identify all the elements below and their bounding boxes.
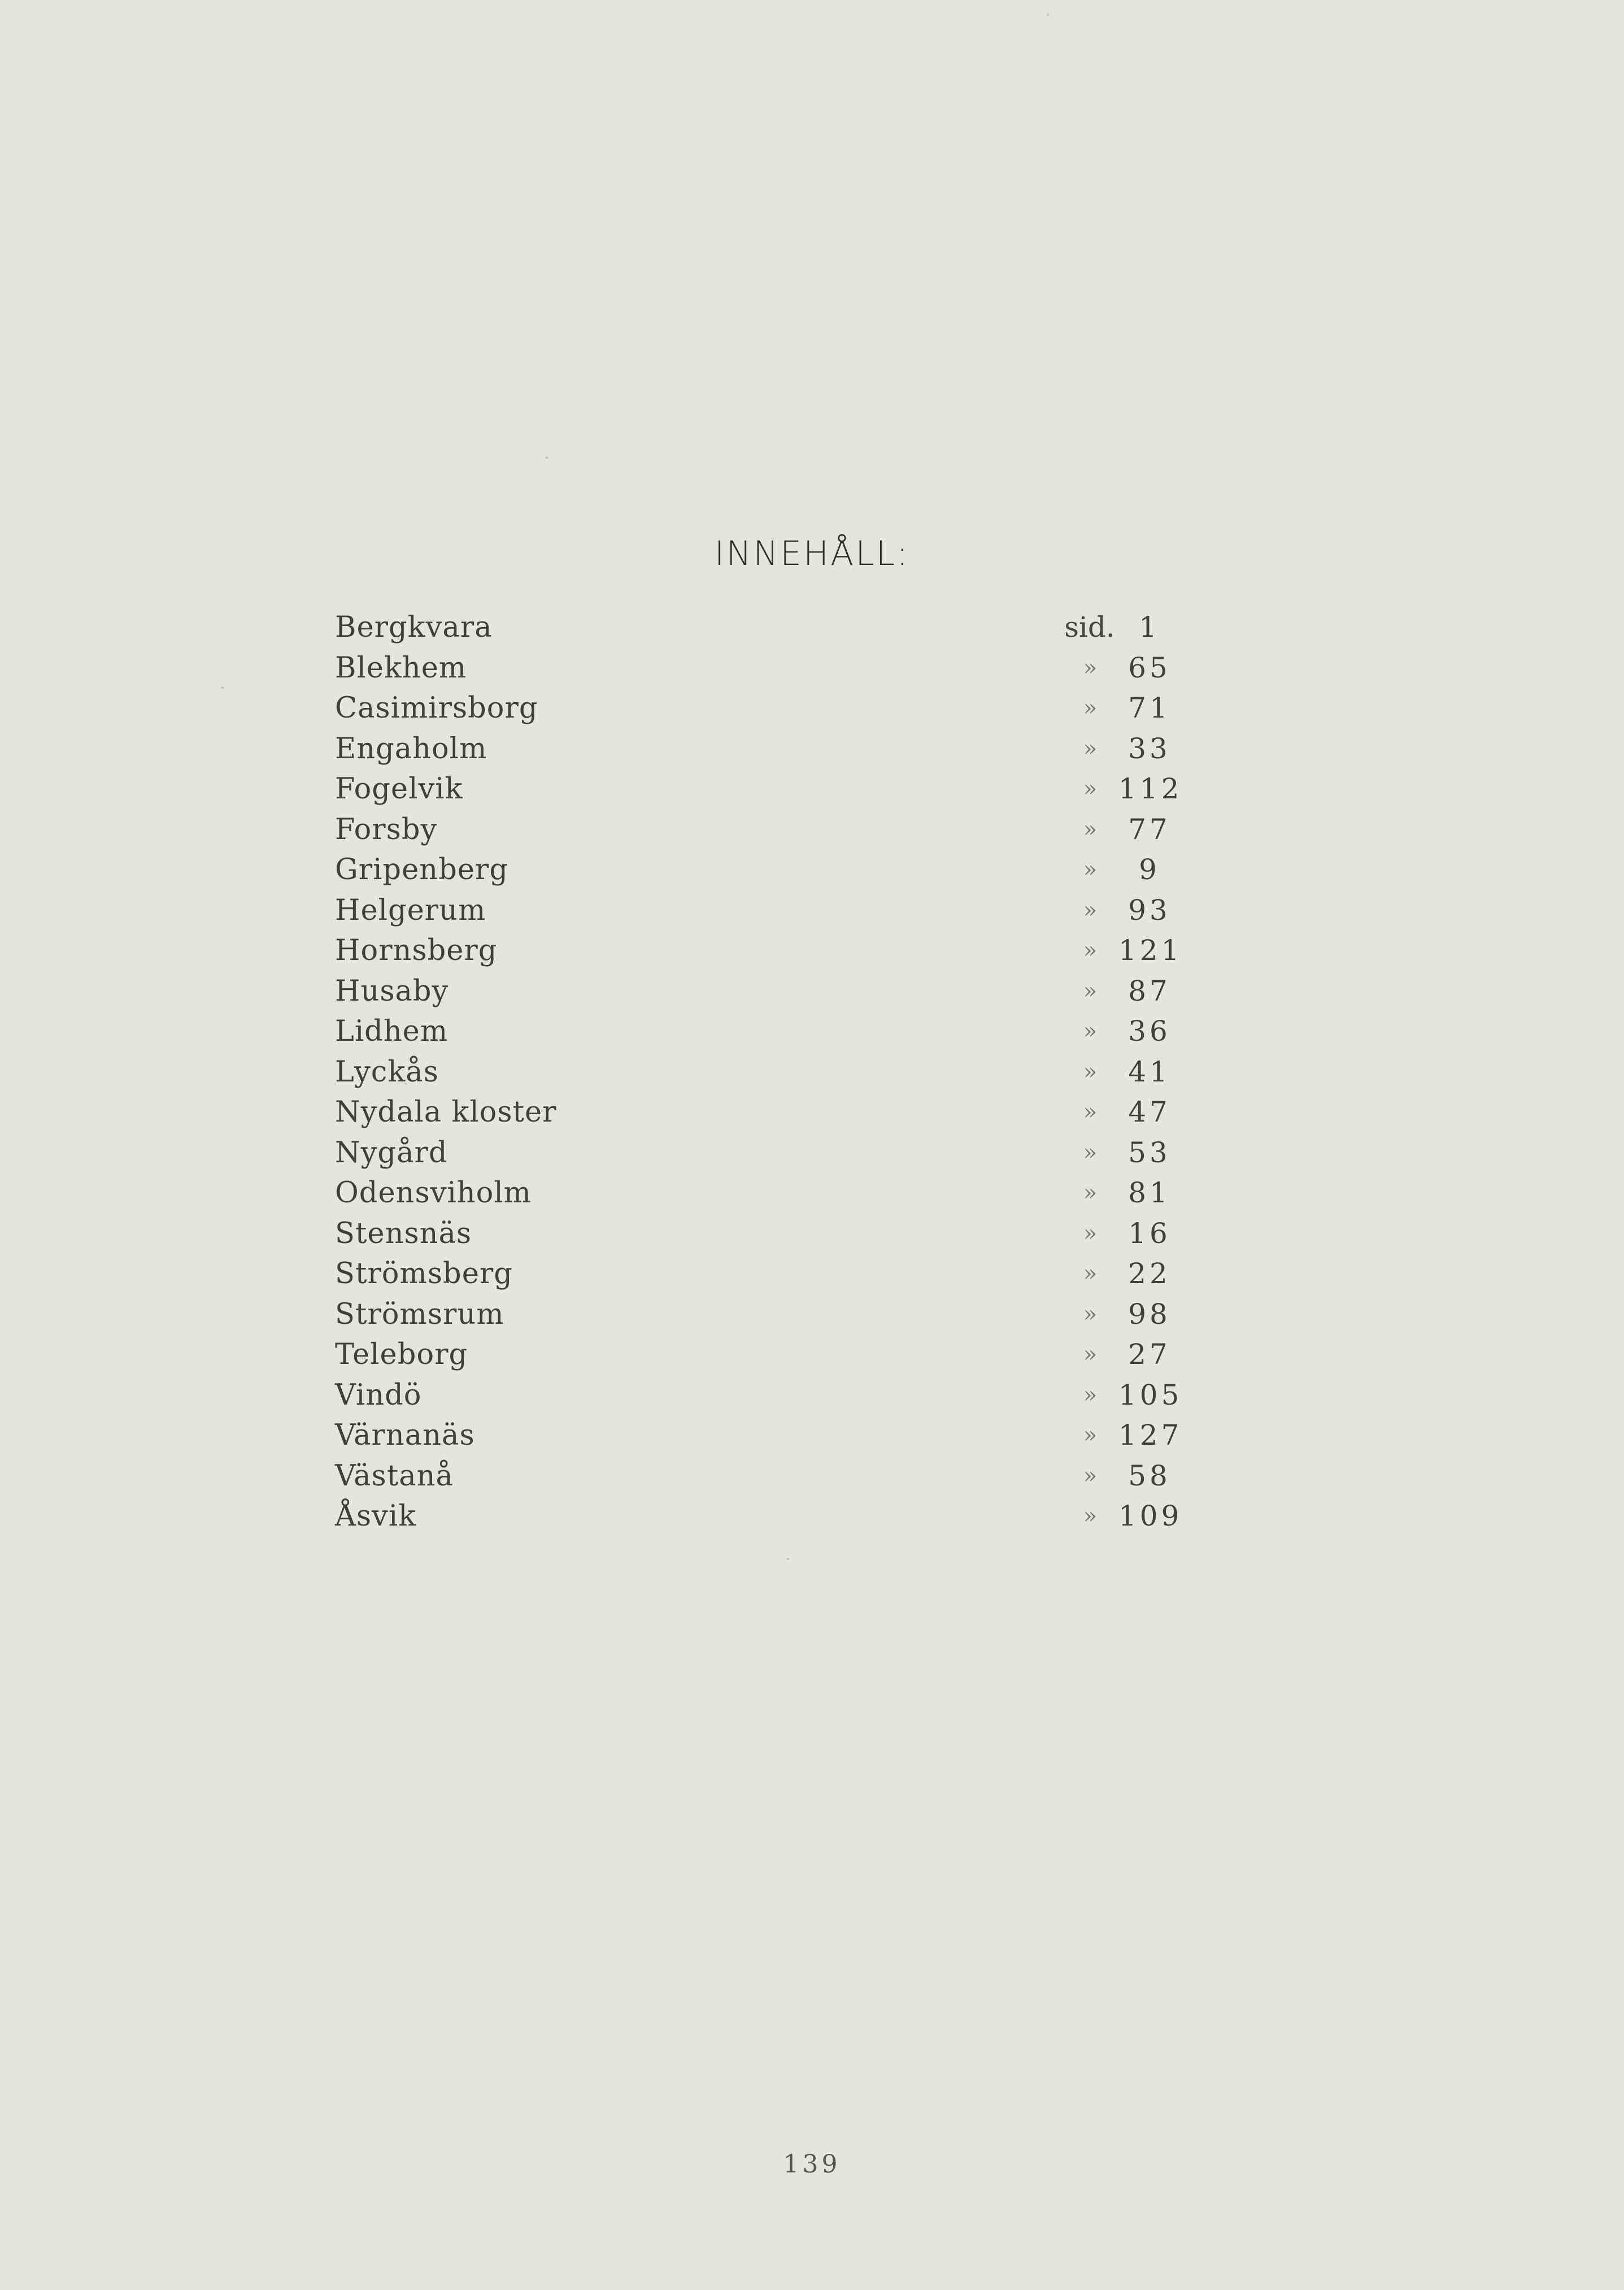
page-ref-mark: »	[1083, 897, 1098, 923]
page-ref-mark: »	[1083, 1099, 1098, 1125]
toc-entry-title: Vindö	[335, 1375, 429, 1416]
toc-entry-title: Strömsberg	[335, 1254, 521, 1294]
toc-entry-title: Bergkvara	[335, 607, 500, 648]
toc-entry-title: Helgerum	[335, 890, 494, 931]
toc-entry-title: Värnanäs	[335, 1415, 483, 1456]
toc-entry-title: Forsby	[335, 810, 445, 850]
page-ref-mark: »	[1083, 857, 1098, 883]
toc-entry[interactable]	[335, 1294, 1181, 1335]
page-ref-mark: »	[1083, 1018, 1098, 1044]
toc-entry[interactable]	[335, 850, 1181, 890]
toc-entry-title: Åsvik	[335, 1496, 424, 1537]
toc-entry[interactable]	[335, 607, 1181, 648]
page-ref-mark: »	[1083, 776, 1098, 802]
toc-entry-page-number: 81	[1128, 1176, 1171, 1209]
page-ref-mark: »	[1083, 1422, 1098, 1448]
toc-entry-title: Engaholm	[335, 729, 495, 770]
page-ref-mark: »	[1083, 1180, 1098, 1206]
toc-entry-title: Gripenberg	[335, 850, 516, 890]
toc-entry-title: Nydala kloster	[335, 1092, 565, 1133]
toc-entry[interactable]	[335, 1052, 1181, 1093]
paper-speck	[546, 457, 548, 459]
toc-entry[interactable]	[335, 1011, 1181, 1052]
toc-entry[interactable]	[335, 1173, 1181, 1214]
page-number: 139	[783, 2150, 841, 2179]
toc-entry-page-number: 9	[1139, 853, 1160, 886]
toc-entry[interactable]	[335, 1496, 1181, 1537]
toc-entry-title: Lidhem	[335, 1011, 456, 1052]
paper-speck	[787, 1558, 789, 1560]
page-ref-mark: »	[1083, 695, 1098, 721]
page-ref-mark: »	[1083, 654, 1098, 681]
toc-entry-title: Casimirsborg	[335, 688, 546, 729]
toc-entry-page-number: 112	[1118, 772, 1183, 805]
page-ref-mark: »	[1083, 816, 1098, 842]
toc-entry-page-number: 77	[1128, 812, 1171, 846]
toc-entry[interactable]	[335, 1456, 1181, 1497]
toc-entry[interactable]	[335, 1092, 1181, 1133]
toc-entry-page-number: 16	[1128, 1216, 1171, 1250]
page-ref-mark: »	[1083, 1139, 1098, 1166]
page-ref-mark: »	[1083, 735, 1098, 762]
toc-entry-title: Nygård	[335, 1133, 456, 1174]
toc-entry-page-number: 53	[1128, 1136, 1171, 1169]
toc-entry-page-number: 27	[1128, 1338, 1171, 1371]
page-ref-mark: »	[1083, 1341, 1098, 1367]
toc-entry-page-number: 71	[1128, 692, 1171, 724]
toc-entry-title: Odensviholm	[335, 1173, 539, 1214]
toc-entry-title: Hornsberg	[335, 931, 505, 971]
toc-entry-title: Strömsrum	[335, 1294, 512, 1335]
toc-entry[interactable]	[335, 729, 1181, 770]
toc-entry-title: Teleborg	[335, 1335, 476, 1375]
toc-entry[interactable]	[335, 769, 1181, 810]
toc-entry-page-number: 58	[1128, 1459, 1171, 1492]
toc-entry-title: Fogelvik	[335, 769, 471, 810]
page-ref-mark: »	[1083, 1220, 1098, 1246]
toc-entry[interactable]	[335, 1254, 1181, 1294]
toc-entry-page-number: 36	[1128, 1015, 1171, 1048]
toc-entry[interactable]	[335, 1214, 1181, 1254]
page-ref-mark: »	[1083, 937, 1098, 963]
paper-speck	[221, 686, 224, 689]
toc-entry-page-number: 105	[1118, 1378, 1183, 1411]
toc-entry-page-number: 41	[1128, 1055, 1171, 1088]
toc-entry-page-number: 65	[1128, 651, 1171, 684]
toc-entry-page-number: 1	[1139, 611, 1160, 644]
page-ref-mark: sid.	[1064, 611, 1115, 644]
page-ref-mark: »	[1083, 1301, 1098, 1327]
toc-entry-title: Husaby	[335, 971, 456, 1012]
toc-entry[interactable]	[335, 1335, 1181, 1375]
toc-entry[interactable]	[335, 688, 1181, 729]
page-ref-mark: »	[1083, 1058, 1098, 1085]
toc-entry[interactable]	[335, 971, 1181, 1012]
toc-entry[interactable]	[335, 810, 1181, 850]
toc-entry-title: Lyckås	[335, 1052, 447, 1093]
toc-entry-title: Västanå	[335, 1456, 461, 1497]
toc-entry-page-number: 22	[1128, 1257, 1171, 1290]
toc-entry-title: Stensnäs	[335, 1214, 480, 1254]
toc-entry[interactable]	[335, 648, 1181, 689]
toc-entry[interactable]	[335, 1133, 1181, 1174]
toc-entry[interactable]	[335, 931, 1181, 971]
toc-entry-page-number: 109	[1118, 1500, 1183, 1532]
toc-entry-page-number: 127	[1118, 1419, 1183, 1452]
page-ref-mark: »	[1083, 1381, 1098, 1408]
toc-entry-page-number: 121	[1118, 934, 1183, 967]
toc-entry-page-number: 98	[1128, 1297, 1171, 1331]
paper-speck	[1047, 14, 1049, 16]
page-ref-mark: »	[1083, 1462, 1098, 1489]
toc-entry-title: Blekhem	[335, 648, 474, 689]
page-ref-mark: »	[1083, 1261, 1098, 1287]
toc-entry[interactable]	[335, 1375, 1181, 1416]
toc-entry[interactable]	[335, 1415, 1181, 1456]
contents-heading: INNEHÅLL:	[714, 534, 910, 573]
page-ref-mark: »	[1083, 1503, 1098, 1529]
toc-entry[interactable]	[335, 890, 1181, 931]
table-of-contents	[335, 607, 1181, 1537]
toc-entry-page-number: 87	[1128, 974, 1171, 1007]
page-ref-mark: »	[1083, 977, 1098, 1004]
toc-entry-page-number: 47	[1128, 1096, 1171, 1128]
toc-entry-page-number: 33	[1128, 732, 1171, 765]
toc-entry-page-number: 93	[1128, 893, 1171, 927]
